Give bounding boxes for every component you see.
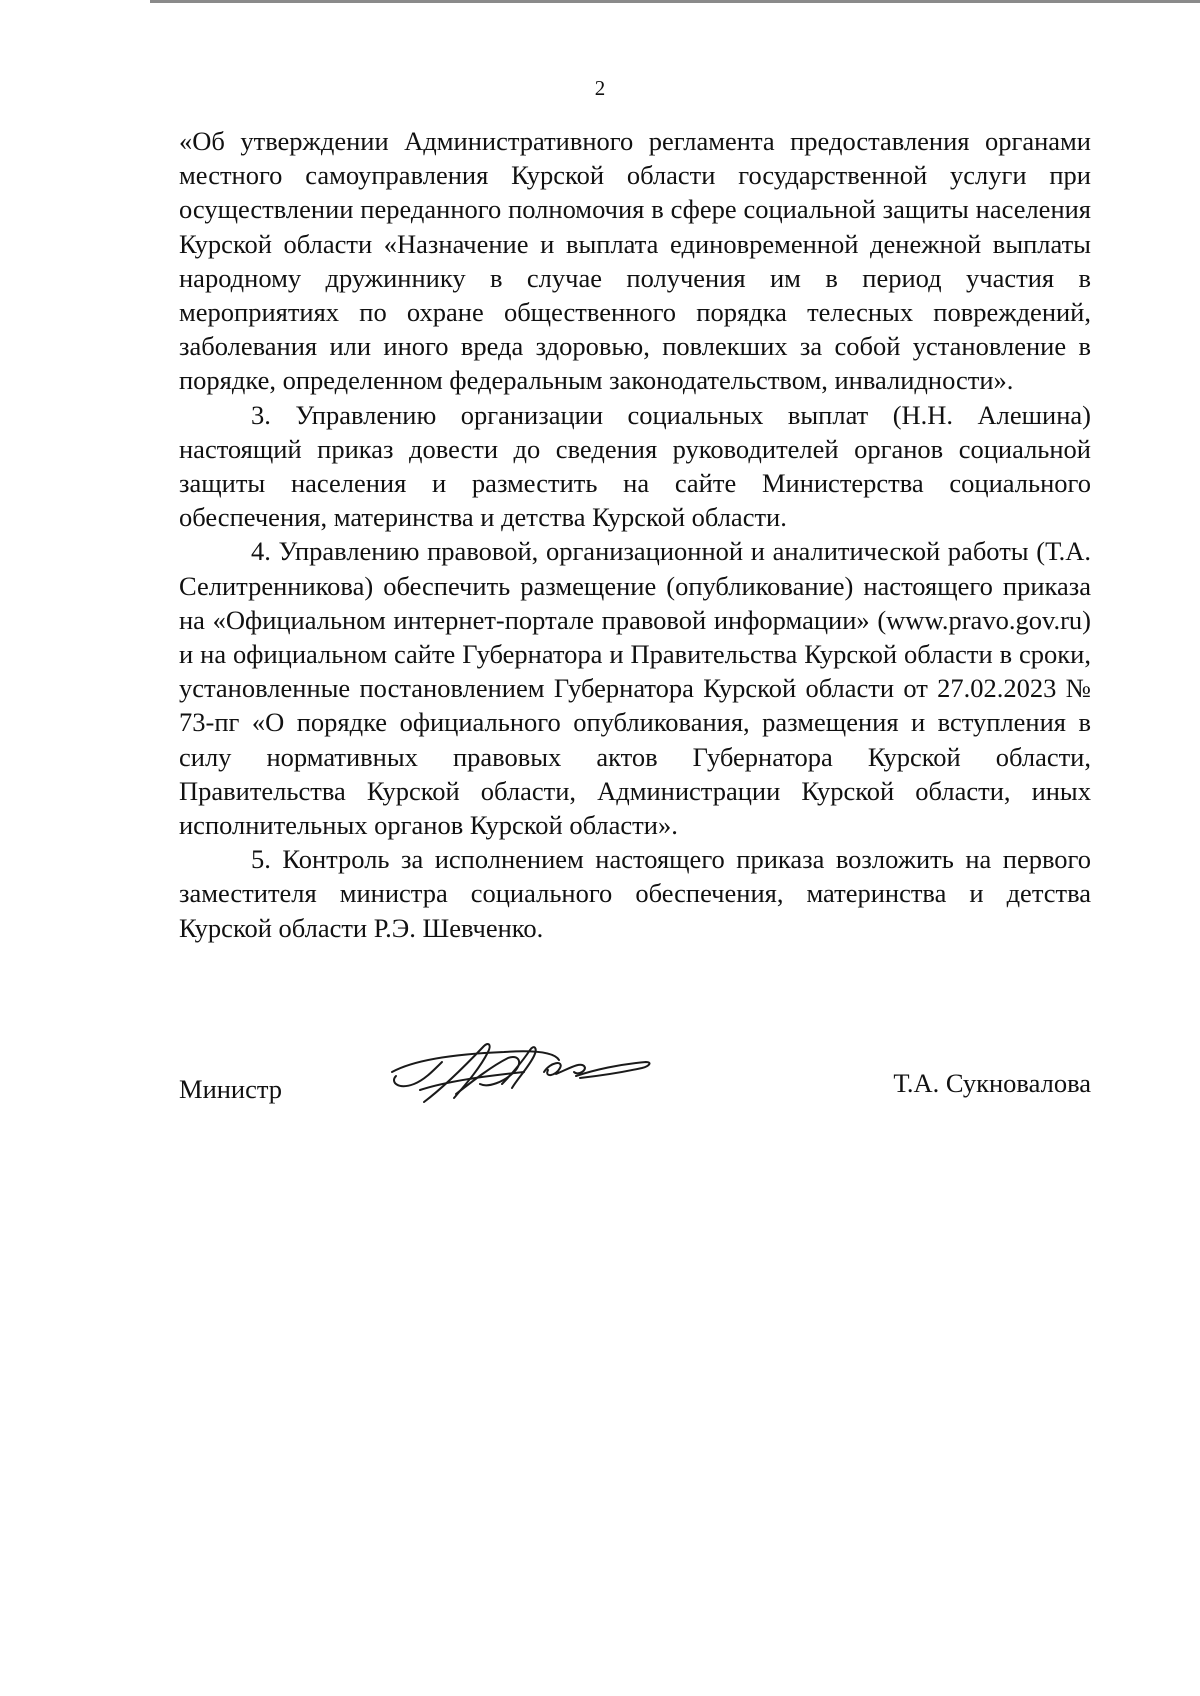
paragraph-item-3: 3. Управлению организации социальных выплат (Н.Н. Алешина) настоящий приказ довести до сведения руководителей органов социальной защиты населения и разместить на сайте Министерства социального обеспечения, материнства и детства Курской области. (179, 399, 1091, 533)
document-body (179, 124, 1091, 945)
page-number: 2 (594, 76, 606, 100)
paragraph-regulation-title: «Об утверждении Административного регламента предоставления органами местного самоуправления Курской области государственной услуги при осуществлении переданного полномочия в сфере социальной защиты населения Курской области «Назначение и выплата единовременной денежной выплаты народному дружиннику в случае получения им в период участия в мероприятиях по охране общественного порядка телесных повреждений, заболевания или иного вреда здоровью, повлекших за собой установление в порядке, определенном федеральным законодательством, инвалидности». (179, 126, 1091, 396)
signatory-position: Министр (179, 1074, 283, 1104)
paragraph-item-5: 5. Контроль за исполнением настоящего приказа возложить на первого заместителя министра социального обеспечения, материнства и детства Курской области Р.Э. Шевченко. (179, 844, 1091, 943)
signatory-name: Т.А. Сукновалова (893, 1068, 1091, 1098)
scan-edge-line (150, 0, 1200, 3)
signature-block (179, 1040, 1091, 1130)
handwritten-signature (384, 1032, 664, 1122)
paragraph-item-4: 4. Управлению правовой, организационной и аналитической работы (Т.А. Селитренникова) обеспечить размещение (опубликование) настоящего приказа на «Официальном интернет-портале правовой информации» (www.pravo.gov.ru) и на официальном сайте Губернатора и Правительства Курской области в сроки, установленные постановлением Губернатора Курской области от 27.02.2023 № 73-пг «О порядке официального опубликования, размещения и вступления в силу нормативных правовых актов Губернатора Курской области, Правительства Курской области, Администрации Курской области, иных исполнительных органов Курской области». (179, 536, 1091, 841)
